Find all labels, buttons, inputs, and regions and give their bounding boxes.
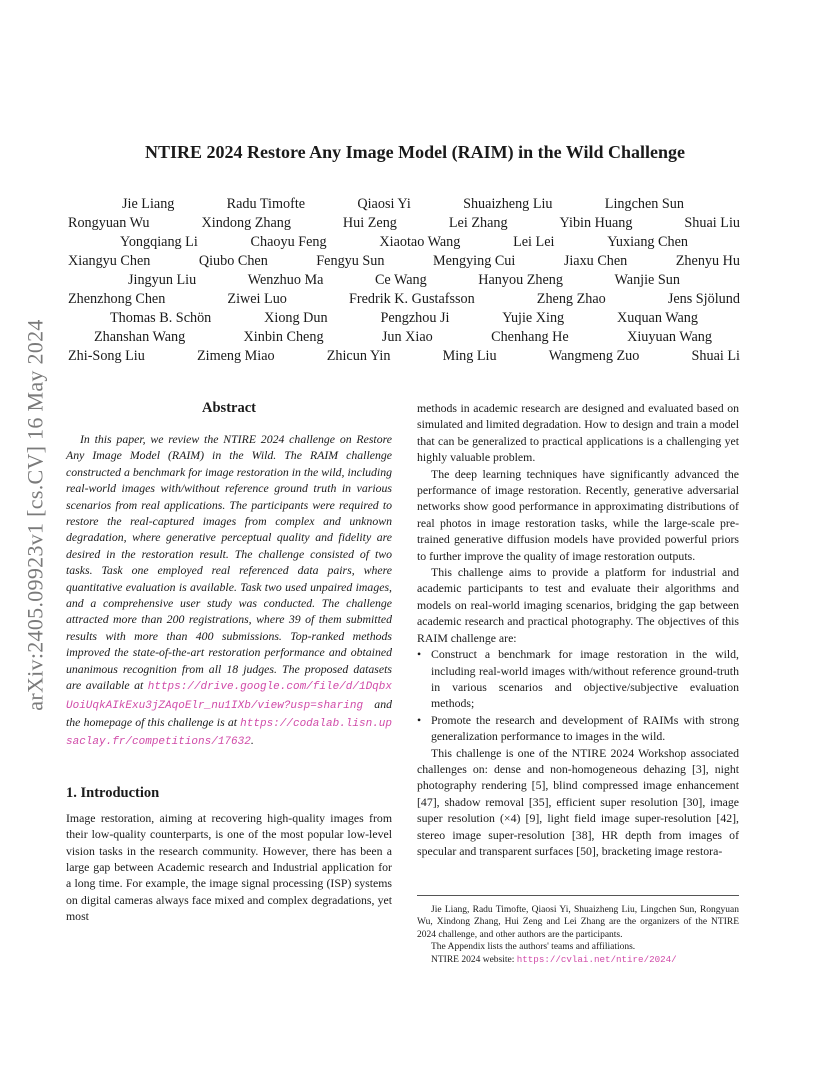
footnotes <box>417 895 739 966</box>
footnote-website <box>417 954 739 966</box>
author-name: Xiong Dun <box>264 309 328 326</box>
intro-paragraph-1: Image restoration, aiming at recovering high-quality images from their low-quality counterparts, is one of the most popular low-level vision tasks in the research community. However, there has been a large gap between Academic research and Industrial application for a long time. For example, the image signal processing (ISP) systems on digital cameras always face mixed and complex degradations, yet most <box>66 810 392 924</box>
author-name: Shuaizheng Liu <box>463 195 553 212</box>
abstract-end: . <box>250 733 254 748</box>
author-name: Yongqiang Li <box>120 233 198 250</box>
author-name: Zhenyu Hu <box>675 252 740 269</box>
author-row <box>66 213 742 233</box>
abstract-mid: and the homepage of this challenge is at <box>66 696 392 729</box>
author-row <box>66 346 742 366</box>
author-row <box>92 327 714 347</box>
author-row <box>66 289 742 309</box>
author-name: Zhenzhong Chen <box>68 290 166 307</box>
website-link[interactable]: https://cvlai.net/ntire/2024/ <box>516 953 677 965</box>
author-name: Wenzhuo Ma <box>247 271 324 288</box>
author-name: Lei Zhang <box>448 214 508 231</box>
author-name: Radu Timofte <box>226 195 306 212</box>
author-name: Jiaxu Chen <box>563 252 628 269</box>
abstract-heading: Abstract <box>202 400 256 416</box>
author-name: Zhicun Yin <box>326 347 391 364</box>
author-name: Wanjie Sun <box>614 271 680 288</box>
right-column <box>417 400 739 859</box>
author-name: Lei Lei <box>513 233 555 250</box>
homepage-link[interactable]: https://codalab.lisn.upsaclay.fr/competitions/17632 <box>66 717 392 749</box>
author-name: Jie Liang <box>122 195 175 212</box>
author-name: Shuai Li <box>691 347 740 364</box>
paper-title: NTIRE 2024 Restore Any Image Model (RAIM) in the Wild Challenge <box>145 142 685 162</box>
author-name: Chenhang He <box>491 328 569 345</box>
author-name: Ming Liu <box>442 347 497 364</box>
author-name: Yuxiang Chen <box>607 233 688 250</box>
author-name: Xinbin Cheng <box>243 328 324 345</box>
author-row <box>120 194 686 214</box>
dataset-link[interactable]: https://drive.google.com/file/d/1DqbxUoiUqkAIkExu3jZAqoElr_nu1IXb/view?usp=sharing <box>66 681 392 712</box>
author-name: Hanyou Zheng <box>478 271 563 288</box>
author-row <box>118 232 690 252</box>
author-name: Yibin Huang <box>559 214 633 231</box>
objectives-list <box>417 646 739 744</box>
introduction-heading: 1. Introduction <box>66 784 160 801</box>
author-name: Ziwei Luo <box>227 290 287 307</box>
author-name: Thomas B. Schön <box>110 309 212 326</box>
author-name: Zhanshan Wang <box>94 328 186 345</box>
author-name: Jun Xiao <box>381 328 433 345</box>
abstract-body <box>66 431 392 751</box>
abstract-text: In this paper, we review the NTIRE 2024 challenge on Restore Any Image Model (RAIM) in the Wild. The RAIM challenge constructed a benchmark for image restoration in the wild, including real-world images with/without reference ground truth in various scenarios from real applications. The participants were required to restore the real-captured images from complex and unknown degradation, where generative perceptual quality and fidelity are desired in the restoration result. The challenge consisted of two tasks. Task one employed real referenced data pairs, where quantitative evaluation is available. Task two used unpaired images, and a comprehensive user study was conducted. The challenge attracted more than 200 registrations, where 39 of them submitted results with more than 400 submissions. Top-ranked methods improved the state-of-the-art restoration performance and obtained unanimous recognition from all 18 judges. The proposed datasets are available at <box>66 432 392 693</box>
right-paragraph-3: This challenge aims to provide a platform for industrial and academic participants to test and evaluate their algorithms and models on real-world imaging scenarios, bridging the gap between academic research and practical photography. The objectives of this RAIM challenge are: <box>417 565 739 645</box>
author-name: Zheng Zhao <box>536 290 606 307</box>
author-name: Fengyu Sun <box>316 252 385 269</box>
author-name: Rongyuan Wu <box>68 214 150 231</box>
right-paragraph-1: methods in academic research are designed and evaluated based on simulated and limited degradation. How to design and train a model that can be generalized to practical applications is a challenging yet highly valuable problem. <box>417 401 739 465</box>
website-label: NTIRE 2024 website: <box>431 954 515 965</box>
author-name: Shuai Liu <box>684 214 740 231</box>
author-name: Qiaosi Yi <box>357 195 411 212</box>
author-name: Mengying Cui <box>432 252 516 269</box>
author-name: Jingyun Liu <box>128 271 197 288</box>
objective-item: • Construct a benchmark for image restoration in the wild, including real-world images with/without reference ground-truth in various scenarios and objective/subjective evaluation methods; <box>417 646 739 712</box>
author-name: Xuquan Wang <box>617 309 698 326</box>
author-row <box>108 308 700 328</box>
author-name: Yujie Xing <box>502 309 565 326</box>
arxiv-identifier <box>20 280 52 750</box>
author-name: Wangmeng Zuo <box>548 347 640 364</box>
footnote-appendix: The Appendix lists the authors' teams and affiliations. <box>431 942 636 953</box>
author-name: Jens Sjölund <box>667 290 740 307</box>
author-name: Fredrik K. Gustafsson <box>348 290 475 307</box>
author-name: Xiaotao Wang <box>379 233 461 250</box>
author-name: Xindong Zhang <box>201 214 291 231</box>
author-name: Zimeng Miao <box>196 347 275 364</box>
author-row <box>126 270 682 290</box>
author-name: Chaoyu Feng <box>250 233 327 250</box>
author-name: Pengzhou Ji <box>380 309 450 326</box>
arxiv-id-text: arXiv:2405.09923v1 [cs.CV] 16 May 2024 <box>23 319 49 711</box>
author-name: Hui Zeng <box>342 214 397 231</box>
author-name: Qiubo Chen <box>198 252 268 269</box>
left-column <box>66 400 392 925</box>
author-row <box>66 251 742 271</box>
objective-item: • Promote the research and development of RAIMs with strong generalization performance to images in the wild. <box>417 712 739 745</box>
author-name: Xiangyu Chen <box>68 252 151 269</box>
footnote-organizers: Jie Liang, Radu Timofte, Qiaosi Yi, Shuaizheng Liu, Lingchen Sun, Rongyuan Wu, Xindong Zhang, Hui Zeng and Lei Zhang are the organizers of the NTIRE 2024 challenge, and other authors are the participants. <box>417 905 739 940</box>
author-name: Zhi-Song Liu <box>68 347 145 364</box>
author-name: Lingchen Sun <box>604 195 684 212</box>
author-name: Xiuyuan Wang <box>627 328 712 345</box>
right-paragraph-4: This challenge is one of the NTIRE 2024 Workshop associated challenges on: dense and non-homogeneous dehazing [3], night photography rendering [5], blind compressed image enhancement [47], shadow removal [35], efficient super resolution [30], image super resolution (×4) [9], light field image super-resolution [42], stereo image super-resolution [38], HR depth from images of specular and transparent surfaces [50], bracketing image restora- <box>417 745 739 858</box>
author-name: Ce Wang <box>374 271 427 288</box>
right-paragraph-2: The deep learning techniques have significantly advanced the performance of image restoration. Recently, generative adversarial networks show good performance in approximating distributions of real photos in image restoration tasks, while the large-scale pre-trained generative diffusion models have provided powerful priors to further improve the quality of image restoration outputs. <box>417 466 739 563</box>
